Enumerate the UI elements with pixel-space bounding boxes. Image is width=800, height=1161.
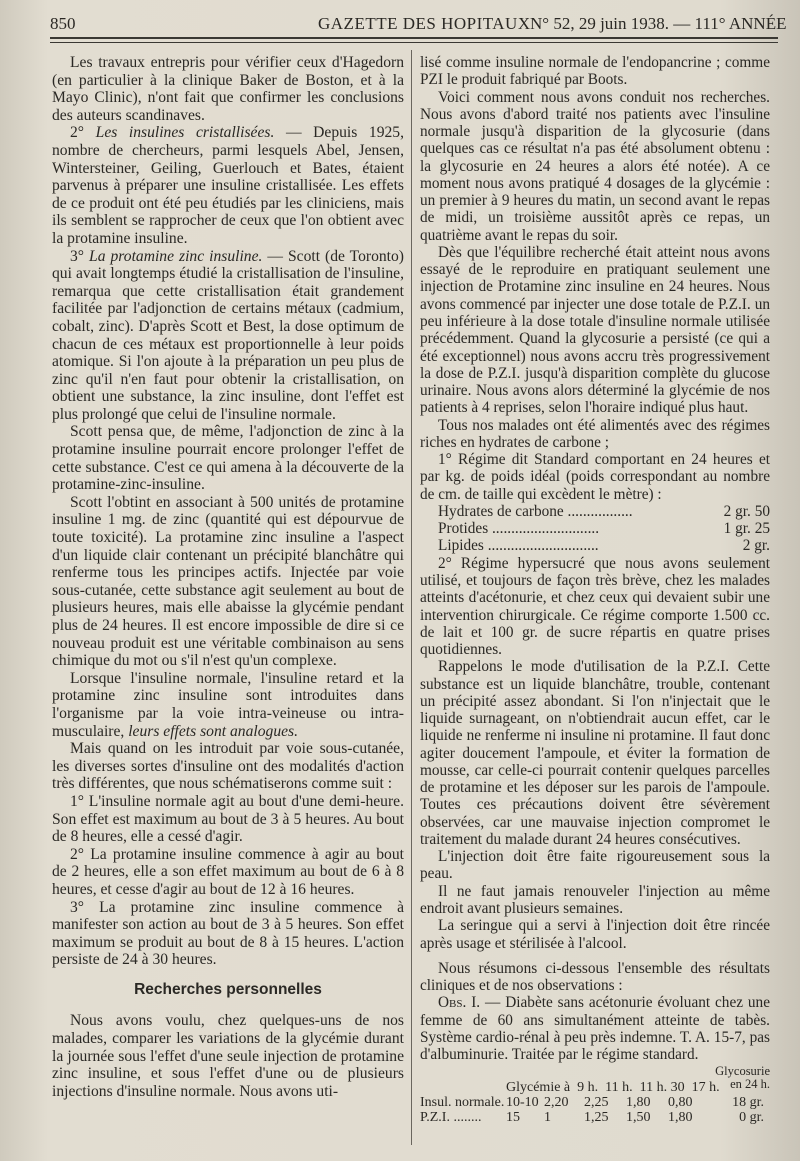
glycosuria-label: Glycosurie en 24 h. <box>715 1064 770 1092</box>
paragraph: Nous résumons ci-dessous l'ensemble des résultats cliniques et de nos observations : <box>420 959 770 995</box>
paragraph: Scott pensa que, de même, l'adjonction de zinc à la protamine insuline pourrait encore prolonger l'effet de cette substance. C'est ce qui amena à la découverte de la protamine-zinc-insuline. <box>52 423 404 494</box>
paragraph: Dès que l'équilibre recherché était atteint nous avons essayé de le reproduire en pratiquant seulement une injection de Protamine zinc insuline en 24 heures. Nous avons commencé par injecter une dose totale de P.Z.I. un peu inférieure à la dose totale d'insuline normale utilisée précédemment. Quand la glycosurie a persisté (ce qui a été exceptionnel) nous avons accru très progressivement la dose de P.Z.I. jusqu'à disparition complète du glucose urinaire. Nous avons alors déterminé la glycémie de nos patients à 4 reprises, selon l'horaire indiqué plus haut. <box>420 243 770 417</box>
time-9h: 9 h. <box>577 1080 599 1096</box>
paragraph <box>52 670 404 740</box>
paragraph: 2° Régime hypersucré que nous avons seulement utilisé, et toujours de façon très brève, chez les malades atteints d'acétonurie, et chez ceux qui devaient subir une intervention chirurgicale. Ce régime comporte 1.500 cc. de lait et 100 gr. de sucre répartis en quatre prises quotidiennes. <box>420 554 770 659</box>
row-label: Insul. normale. <box>420 1095 505 1111</box>
paragraph: La seringue qui a servi à l'injection doit être rincée après usage et stérilisée à l'alcool. <box>420 917 770 952</box>
table-header <box>420 1065 770 1095</box>
time-11h: 11 h. <box>605 1080 633 1096</box>
paragraph: lisé comme insuline normale de l'endopancrine ; comme PZI le produit fabriqué par Boots. <box>420 54 770 89</box>
diet-label: Hydrates de carbone ................. <box>438 502 633 520</box>
cell: 2,20 <box>544 1095 569 1111</box>
paragraph: Les travaux entrepris pour vérifier ceux d'Hagedorn (en particulier à la clinique Baker de Boston, et à la Mayo Clinic), n'ont fait que confirmer les conclusions des auteurs scandinaves. <box>52 54 404 124</box>
cell: 18 gr. <box>732 1095 764 1111</box>
paragraph: 1° Régime dit Standard comportant en 24 heures et par kg. de poids idéal (poids correspondant au nombre de cm. de taille qui excèdent le mètre) : <box>420 451 770 503</box>
cell: 15 <box>506 1110 520 1126</box>
glycemia-table <box>420 1065 770 1125</box>
paragraph: Rappelons le mode d'utilisation de la P.Z.I. Cette substance est un liquide blanchâtre, trouble, contenant un précipité assez abondant. Si l'on n'injectait que le liquide surnageant, on n'obtiendrait aucun effet, car le liquide ne renferme ni insuline ni protamine. Il faut donc agiter doucement l'ampoule, et éviter la formation de mousse, car celle-ci pourrait contenir quelques parcelles de protamine et les déposer sur les parois de l'ampoule. Toutes ces précautions doivent être sévèrement observées, car une mauvaise injection compromet le traitement du malade durant 24 heures consécutives. <box>420 658 770 848</box>
cell: 1 <box>544 1110 551 1126</box>
cell: 10-10 <box>506 1095 539 1111</box>
diet-value: 1 gr. 25 <box>723 520 770 538</box>
cell: 1,25 <box>584 1110 609 1126</box>
left-column <box>52 54 404 1100</box>
diet-value: 2 gr. <box>742 537 770 555</box>
right-column <box>420 54 770 1125</box>
diet-label: Lipides ............................. <box>438 537 599 555</box>
cell: 1,50 <box>626 1110 651 1126</box>
cell: 1,80 <box>668 1110 693 1126</box>
paragraph: 3° La protamine zinc insuline commence à manifester son action au bout de 3 à 5 heures. Son effet maximum se produit au bout de 8 à 15 heures. L'action persiste de 24 à 30 heures. <box>52 898 404 969</box>
item-text: — Depuis 1925, nombre de chercheurs, parmi lesquels Abel, Jensen, Wintersteiner, Geiling, Guerlouch et Bates, étaient parvenus à préparer une insuline cristallisée. Les effets de ce produit ont été peu étudiés par les cliniciens, mais ils semblent se rapprocher de ceux que l'on obtient avec la protamine insuline. <box>52 124 404 247</box>
cell: 1,80 <box>626 1095 651 1111</box>
observation-label: Obs. I. <box>438 994 481 1012</box>
diet-value: 2 gr. 50 <box>723 502 770 520</box>
paragraph: 1° L'insuline normale agit au bout d'une demi-heure. Son effet est maximum au bout de 3 à 5 heures. Au bout de 8 heures, elle a cessé d'agir. <box>52 792 404 846</box>
issue-info: N° 52, 29 juin 1938. — 111° ANNÉE <box>530 14 787 33</box>
cell: 0 gr. <box>739 1110 764 1126</box>
paragraph: Voici comment nous avons conduit nos recherches. Nous avons d'abord traité nos patients avec l'insuline normale jusqu'à disparition de la glycosurie (dans quelques cas ce résultat n'a pas été absolument obtenu : la glycosurie en 24 heures a alors été notée). A ce moment nous avons pratiqué 4 dosages de la glycémie : un premier à 9 heures du matin, un second avant le repas de midi, un troisième aussitôt après ce repas, un quatrième avant le repas du soir. <box>420 88 770 244</box>
diet-row <box>420 537 770 554</box>
item-number: 3° <box>70 247 90 265</box>
table-row <box>420 1095 770 1110</box>
diet-row <box>420 520 770 537</box>
item-title: Les insulines cristallisées. <box>95 124 275 142</box>
time-11h30: 11 h. 30 <box>639 1080 685 1096</box>
item-title: La protamine zinc insuline. <box>89 247 263 265</box>
paragraph: Scott l'obtint en associant à 500 unités de protamine insuline 1 mg. de zinc (quantité qui est dépourvue de toute toxicité). La protamine zinc insuline a l'aspect d'un liquide clair contenant un précipité blanchâtre qui renferme tous les principes actifs. Injectée par voie sous-cutanée, cette substance agit seulement au bout de plusieurs heures, mais elle abaisse la glycémie pendant plus de 24 heures. Il est encore impossible de dire si ce nouveau produit est une véritable combinaison au sens chimique du mot ou s'il n'est qu'un complexe. <box>52 493 404 670</box>
cell: 0,80 <box>668 1095 693 1111</box>
emphasis: leurs effets sont analogues. <box>128 722 299 740</box>
observation-text: — Diabète sans acétonurie évoluant chez une femme de 60 ans simultanément atteinte de tabès. Système cardio-rénal à peu près indemne. T. A. 15-7, pas d'albuminurie. Traitée par le régime standard. <box>420 994 770 1064</box>
paragraph: Il ne faut jamais renouveler l'injection au même endroit avant plusieurs semaines. <box>420 882 770 918</box>
journal-title: GAZETTE DES HOPITAUX <box>318 14 531 33</box>
item-number: 2° <box>70 124 96 142</box>
diet-label: Protides ............................ <box>438 520 600 538</box>
table-row <box>420 1110 770 1125</box>
page-number: 850 <box>50 14 76 33</box>
paragraph <box>52 124 404 247</box>
time-17h: 17 h. <box>691 1080 720 1096</box>
running-header <box>0 0 800 44</box>
section-heading: Recherches personnelles <box>134 980 322 998</box>
paragraph <box>52 248 404 424</box>
paragraph: L'injection doit être faite rigoureusement sous la peau. <box>420 848 770 883</box>
row-label: P.Z.I. ........ <box>420 1110 482 1126</box>
paragraph: 2° La protamine insuline commence à agir au bout de 2 heures, elle a son effet maximum au bout de 6 à 8 heures, et cesse d'agir au bout de 12 à 16 heures. <box>52 845 404 898</box>
glycemia-label: Glycémie à <box>506 1080 571 1096</box>
paragraph: Mais quand on les introduit par voie sous-cutanée, les diverses sortes d'insuline ont des modalités d'action très différentes, que nous schématiserons comme suit : <box>52 740 404 793</box>
cell: 2,25 <box>584 1095 609 1111</box>
paragraph: Tous nos malades ont été alimentés avec des régimes riches en hydrates de carbone ; <box>420 416 770 451</box>
table-header-label <box>506 1080 720 1095</box>
paragraph: Nous avons voulu, chez quelques-uns de nos malades, comparer les variations de la glycémie durant la journée sous l'effet d'une seule injection de protamine zinc insuline, et sous l'effet d'une ou de plusieurs injections d'insuline normale. Nous avons uti- <box>52 1012 404 1100</box>
item-text: — Scott (de Toronto) qui avait longtemps étudié la cristallisation de l'insuline, remarqua que cette cristallisation était grandement facilitée par l'adjonction de certains métaux (cadmium, cobalt, zinc). D'après Scott et Best, la dose optimum de chacun de ces métaux est proportionnelle à leur poids atomique. Si l'on ajoute à la préparation un peu plus de zinc qu'il n'en faut pour obtenir la cristallisation, on obtient une substance, la zinc insuline, dont l'effet est plus prolongé que celui de l'insuline normale. <box>52 247 404 423</box>
header-rule <box>50 37 778 39</box>
observation <box>420 994 770 1063</box>
diet-row <box>420 503 770 520</box>
header-rule-thin <box>50 42 778 43</box>
paragraph-text: Lorsque l'insuline normale, l'insuline retard et la protamine zinc insuline sont introduites dans l'organisme par la voie intra-veineuse ou intra-musculaire, <box>52 669 404 740</box>
column-divider <box>411 50 412 1145</box>
